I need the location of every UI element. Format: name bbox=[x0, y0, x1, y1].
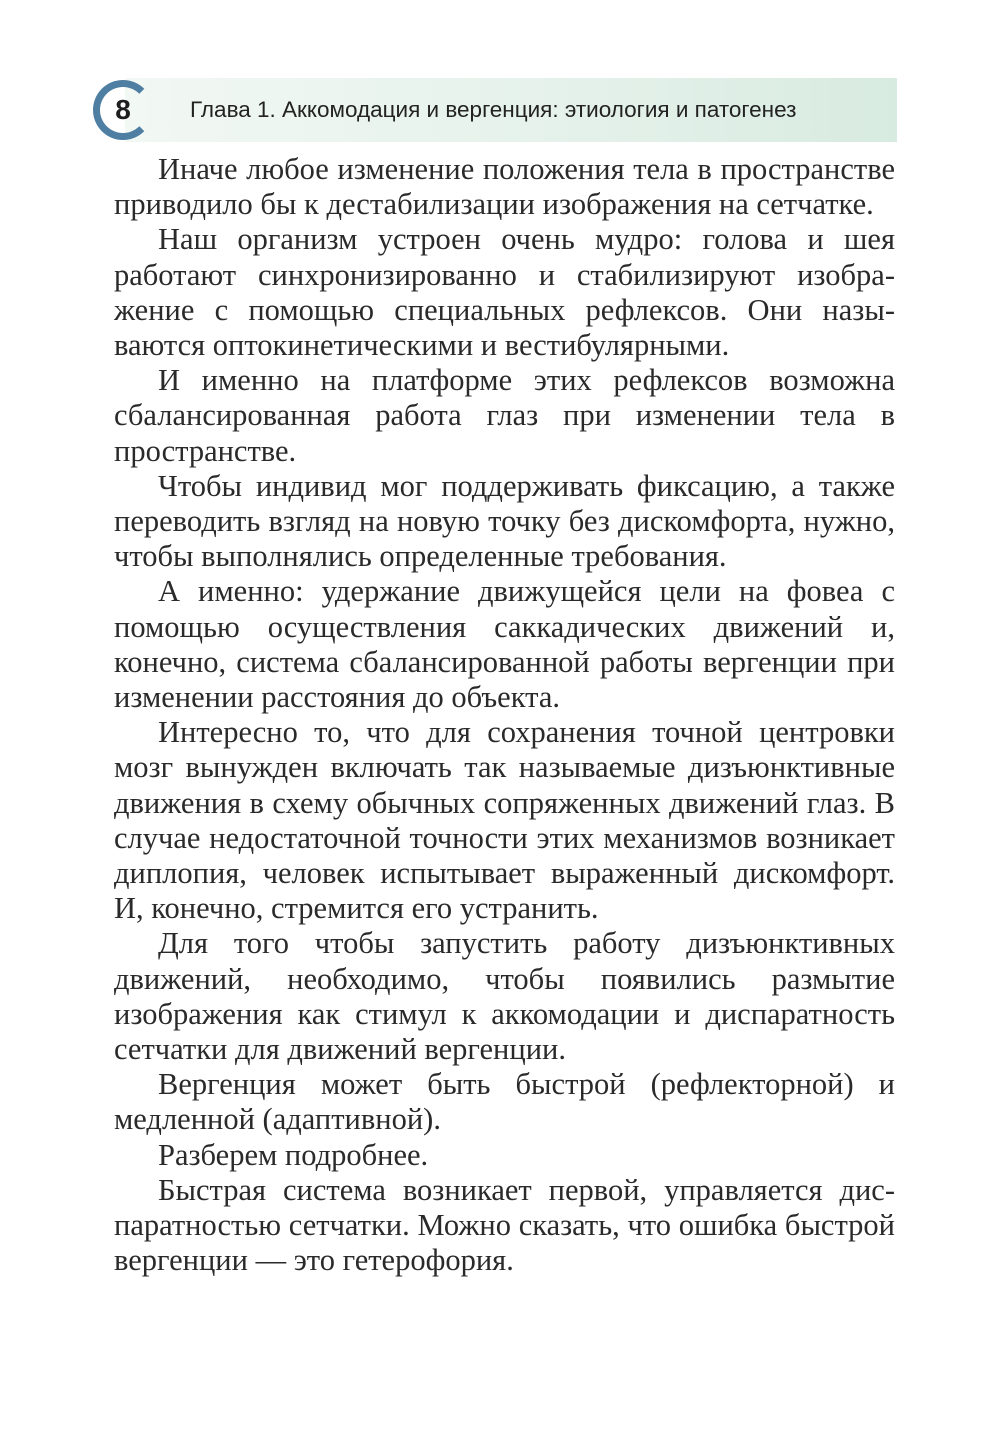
paragraph: Чтобы индивид мог поддерживать фиксацию, а также переводить взгляд на новую точку без дискомфорта, нужно, чтобы выполнялись определенные требования. bbox=[114, 468, 895, 574]
paragraph: И именно на платформе этих рефлексов возможна сбалансированная работа глаз при изменении тела в пространстве. bbox=[114, 363, 895, 468]
paragraph: Вергенция может быть быстрой (рефлекторной) и медленной (адаптивной). bbox=[114, 1067, 895, 1137]
paragraph: Интересно то, что для сохранения точной центровки мозг вынужден включать так называемые дизъюнктивные движения в схему обычных сопряженных движений глаз. В случае недостаточной точности этих механизмов возникает диплопия, человек испытывает выраженный дискомфорт. И, конечно, стремится его устранить. bbox=[114, 715, 895, 926]
paragraph: А именно: удержание движущейся цели на фовеа с помощью осуществления саккадических движений и, конечно, система сбалансированной работы вергенции при изменении расстояния до объекта. bbox=[114, 574, 895, 715]
paragraph: Быстрая система возникает первой, управляется диспаратностью сетчатки. Можно сказать, что ошибка быстрой вергенции — это гетерофория. bbox=[114, 1172, 895, 1278]
paragraph: Разберем подробнее. bbox=[158, 1137, 429, 1172]
chapter-title: Глава 1. Аккомодация и вергенция: этиология и патогенез bbox=[190, 97, 797, 122]
paragraph: Наш организм устроен очень мудро: голова и шея работают синхронизированно и стабилизируют изображение с помощью специальных рефлексов. Они называются оптокинетическими и вестибулярными. bbox=[114, 222, 895, 363]
page-number: 8 bbox=[115, 94, 131, 125]
paragraph: Для того чтобы запустить работу дизъюнктивных движений, необходимо, чтобы появились размытие изображения как стимул к аккомодации и диспаратность сетчатки для движений вергенции. bbox=[114, 926, 895, 1067]
paragraph: Иначе любое изменение положения тела в пространстве приводило бы к дестабилизации изображения на сетчатке. bbox=[114, 152, 895, 222]
body-text bbox=[114, 152, 895, 1279]
running-header bbox=[0, 78, 897, 142]
